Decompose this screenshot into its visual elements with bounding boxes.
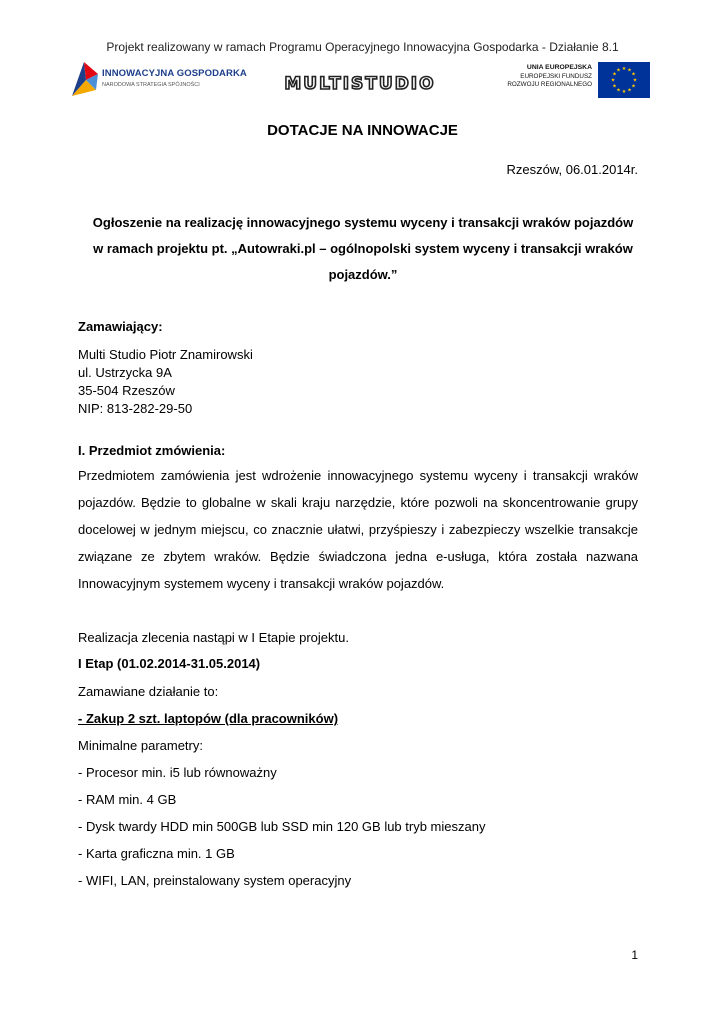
innowacyjna-gospodarka-logo	[70, 60, 247, 100]
eu-line-1: UNIA EUROPEJSKA	[526, 64, 592, 71]
svg-text:★: ★	[621, 66, 627, 72]
orderer-line: 35-504 Rzeszów	[78, 383, 175, 398]
eu-line-2: EUROPEJSKI FUNDUSZ	[520, 72, 592, 80]
orderer-heading: Zamawiający:	[78, 319, 163, 334]
announcement-line-3: pojazdów.”	[328, 267, 398, 282]
svg-text:★: ★	[627, 67, 632, 74]
param-item: - Procesor min. i5 lub równoważny	[78, 765, 277, 780]
header-note: Projekt realizowany w ramach Programu Operacyjnego Innowacyjna Gospodarka - Działanie 8.1	[106, 40, 619, 54]
eu-logo-text	[498, 64, 592, 90]
orderer-line: Multi Studio Piotr Znamirowski	[78, 347, 253, 362]
ordered-action-label: Zamawiane działanie to:	[78, 684, 219, 699]
eu-line-3: ROZWOJU REGIONALNEGO	[507, 81, 592, 88]
svg-text:★: ★	[631, 83, 636, 90]
document-title: DOTACJE NA INNOWACJE	[267, 122, 458, 139]
logo-bar	[70, 58, 650, 102]
ig-logo-title: INNOWACYJNA GOSPODARKA	[102, 68, 247, 79]
ig-star-icon	[70, 60, 100, 98]
multistudio-logo	[262, 74, 458, 94]
param-item: - RAM min. 4 GB	[78, 792, 177, 807]
announcement	[78, 210, 648, 288]
svg-text:★: ★	[616, 87, 621, 94]
section-1-heading: I. Przedmiot zmówienia:	[78, 443, 226, 458]
svg-text:★: ★	[610, 77, 616, 84]
section-1-paragraph: Przedmiotem zamówienia jest wdrożenie innowacyjnego systemu wyceny i transakcji wraków pojazdów. Będzie to globalne w skali kraju narzędzie, które pozwoli na skoncentrowanie grupy docelowej w jednym miejscu, co znacznie ułatwi, przyśpieszy i zabezpieczy wszelkie transakcje związane ze zbytem wraków. Będzie świadczona jedna e-usługa, która została nazwana Innowacyjnym systemem wyceny i transakcji wraków pojazdów.	[78, 468, 638, 591]
orderer-line: NIP: 813-282-29-50	[78, 401, 193, 416]
orderer-line: ul. Ustrzycka 9A	[78, 365, 172, 380]
param-item: - WIFI, LAN, preinstalowany system operacyjny	[78, 873, 352, 888]
purchase-item: - Zakup 2 szt. laptopów (dla pracowników)	[78, 711, 339, 726]
announcement-line-2: w ramach projektu pt. „Autowraki.pl – ogólnopolski system wyceny i transakcji wraków	[93, 241, 633, 256]
min-params-label: Minimalne parametry:	[78, 738, 203, 753]
stage-heading: I Etap (01.02.2014-31.05.2014)	[78, 656, 261, 671]
orderer-address	[78, 346, 253, 418]
svg-text:★: ★	[612, 71, 617, 78]
realization-text: Realizacja zlecenia nastąpi w I Etapie projektu.	[78, 630, 349, 645]
param-item: - Karta graficzna min. 1 GB	[78, 846, 235, 861]
document-date: Rzeszów, 06.01.2014r.	[506, 162, 638, 177]
svg-text:★: ★	[612, 83, 617, 90]
param-item: - Dysk twardy HDD min 500GB lub SSD min 120 GB lub tryb mieszany	[78, 819, 486, 834]
eu-logo	[498, 62, 650, 100]
svg-text:★: ★	[632, 77, 638, 84]
eu-flag-icon	[598, 62, 650, 98]
page-number: 1	[631, 948, 638, 962]
svg-text:★: ★	[621, 89, 627, 95]
svg-text:★: ★	[631, 71, 636, 78]
ig-logo-subtitle: NARODOWA STRATEGIA SPÓJNOŚCI	[102, 82, 200, 88]
svg-text:★: ★	[616, 67, 621, 74]
multistudio-wordmark: MULTISTUDIO	[284, 74, 436, 94]
announcement-line-1: Ogłoszenie na realizację innowacyjnego systemu wyceny i transakcji wraków pojazdów	[92, 215, 634, 230]
svg-text:★: ★	[627, 87, 632, 94]
